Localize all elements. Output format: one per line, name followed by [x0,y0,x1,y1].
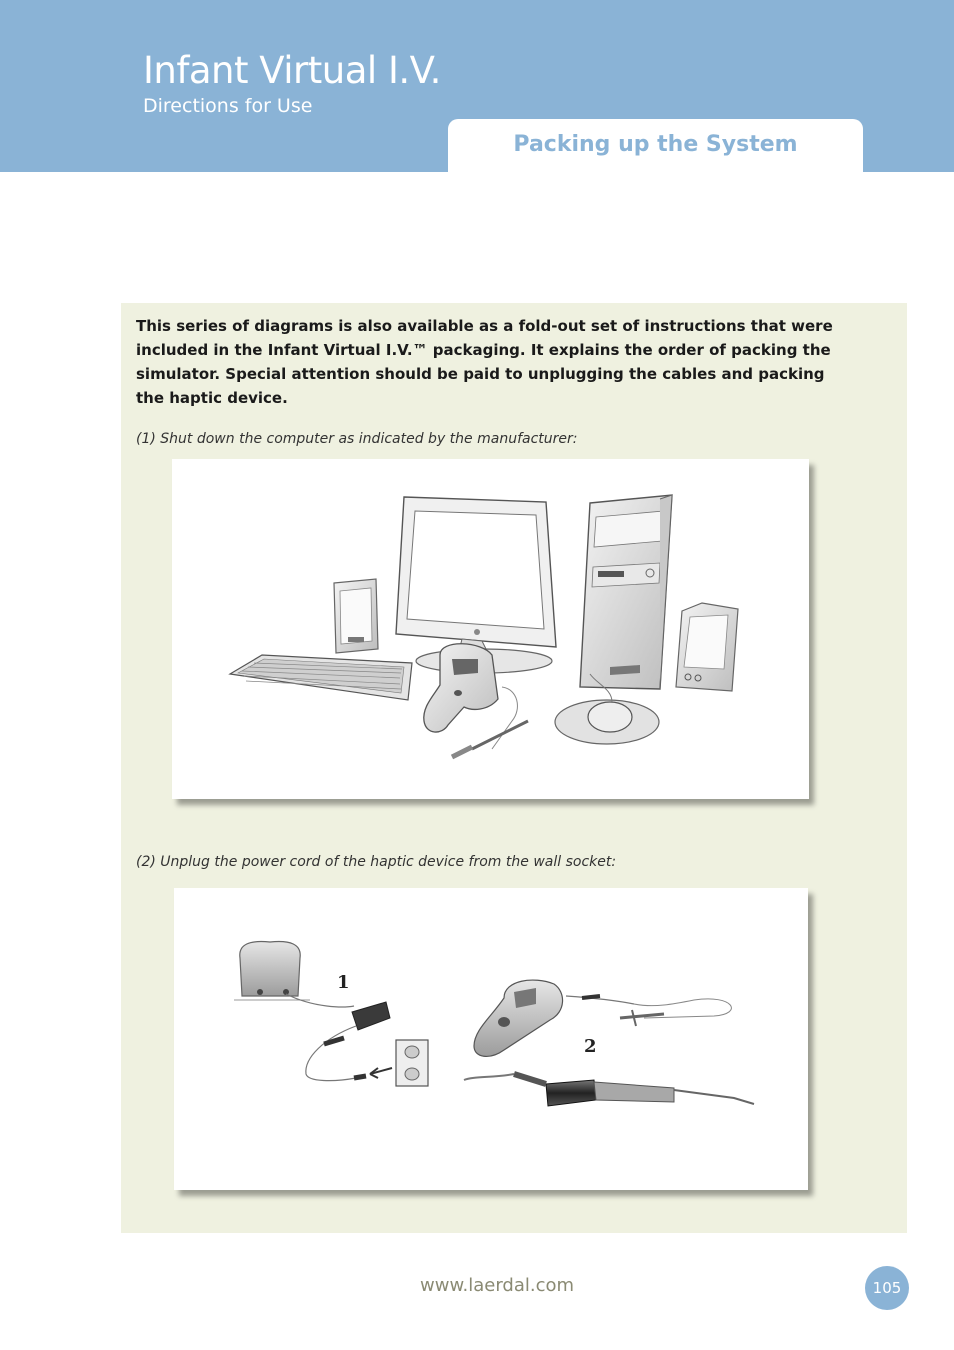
unplug-cables-illustration [174,888,808,1190]
figure-computer-setup [172,459,809,799]
step-2-caption: (2) Unplug the power cord of the haptic device from the wall socket: [136,854,617,870]
power-adapter-icon [286,994,390,1081]
left-speaker-icon [334,579,378,653]
document-title: Infant Virtual I.V. [143,49,441,92]
haptic-handpiece-icon [474,980,731,1056]
page-header [0,0,954,172]
section-tab [448,119,863,172]
right-speaker-icon [676,603,738,691]
pen-device-icon [464,1074,754,1106]
label-2: 2 [584,1036,597,1057]
figure-unplug-cables [174,888,808,1190]
computer-tower-icon [580,495,672,689]
label-1: 1 [337,972,350,993]
section-title: Packing up the System [513,132,798,157]
intro-paragraph: This series of diagrams is also available as a fold-out set of instructions that were included in the Infant Virtual I.V.™ packaging. It explains the order of packing the simulator. Special attention should be paid to unplugging the cables and packing the haptic device. [136,317,833,407]
document-subtitle: Directions for Use [143,95,313,117]
step-1-caption: (1) Shut down the computer as indicated by the manufacturer: [136,431,578,447]
haptic-base-icon [234,942,310,1000]
wall-socket-icon [354,1040,428,1086]
computer-setup-illustration [172,459,809,799]
footer-url[interactable]: www.laerdal.com [420,1275,575,1296]
page-number-badge: 105 [865,1266,909,1310]
